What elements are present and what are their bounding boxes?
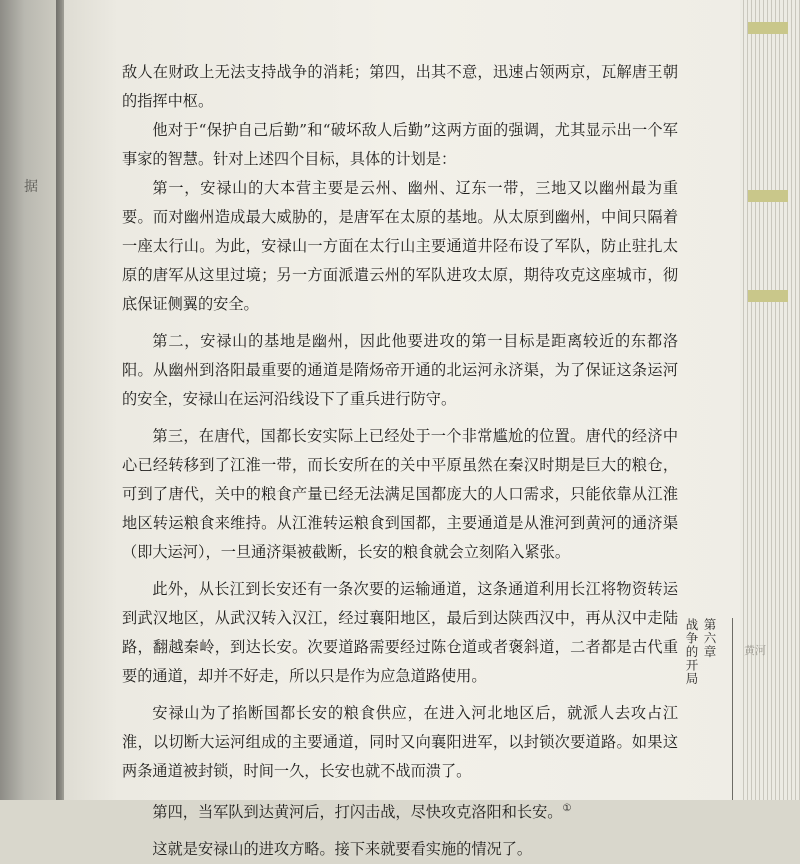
paragraph-7: 安禄山为了掐断国都长安的粮食供应，在进入河北地区后，就派人去攻占江淮，以切断大运河组成的主要通道，同时又向襄阳进军，以封锁次要道路。如果这两条通道被封锁，时间一久，长安也就不战而溃了。 — [122, 704, 678, 780]
paragraph-4: 第二，安禄山的基地是幽州，因此他要进攻的第一目标是距离较近的东都洛阳。从幽州到洛阳最重要的通道是隋炀帝开通的北运河永济渠，为了保证这条运河的安全，安禄山在运河沿线设下了重兵进行防守。 — [122, 332, 678, 408]
page-edges — [740, 0, 800, 800]
running-head — [684, 618, 718, 686]
paragraph-6: 此外，从长江到长安还有一条次要的运输通道，这条通道利用长江将物资转运到武汉地区，从武汉转入汉江，经过襄阳地区，最后到达陕西汉中，再从汉中走陆路，翻越秦岭，到达长安。次要道路需要经过陈仓道或者褒斜道，二者都是古代重要的通道，却并不好走，所以只是作为应急道路使用。 — [122, 580, 678, 685]
paragraph-1: 敌人在财政上无法支持战争的消耗；第四，出其不意，迅速占领两京，瓦解唐王朝的指挥中枢。 — [122, 63, 678, 110]
facing-page-fragment: 据 — [24, 179, 38, 195]
paragraph-8 — [122, 794, 678, 827]
paragraph-9: 这就是安禄山的进攻方略。接下来就要看实施的情况了。 — [152, 840, 533, 858]
facing-page — [0, 0, 62, 800]
running-head-rule — [732, 618, 733, 800]
chapter-number: 第六章 — [702, 618, 717, 659]
paragraph-2: 他对于“保护自己后勤”和“破坏敌人后勤”这两方面的强调，尤其显示出一个军事家的智慧。针对上述四个目标，具体的计划是： — [122, 121, 678, 168]
edge-tab — [748, 290, 788, 302]
edge-tab — [748, 22, 788, 34]
footnote-marker: ① — [562, 803, 572, 814]
body-text — [122, 58, 678, 864]
chapter-title: 战争的开局 — [684, 618, 699, 686]
paragraph-3: 第一，安禄山的大本营主要是云州、幽州、辽东一带，三地又以幽州最为重要。而对幽州造成最大威胁的，是唐军在太原的基地。从太原到幽州，中间只隔着一座太行山。为此，安禄山一方面在太行山主要通道井陉布设了军队，防止驻扎太原的唐军从这里过境；另一方面派遣云州的军队进攻太原，期待攻克这座城市，彻底保证侧翼的安全。 — [122, 179, 678, 313]
paragraph-5: 第三，在唐代，国都长安实际上已经处于一个非常尴尬的位置。唐代的经济中心已经转移到了江淮一带，而长安所在的关中平原虽然在秦汉时期是巨大的粮仓，可到了唐代，关中的粮食产量已经无法满足国都庞大的人口需求，只能依靠从江淮地区转运粮食来维持。从江淮转运粮食到国都，主要通道是从淮河到黄河的通济渠（即大运河），一旦通济渠被截断，长安的粮食就会立刻陷入紧张。 — [122, 427, 678, 561]
paragraph-8-text: 第四，当军队到达黄河后，打闪击战，尽快攻克洛阳和长安。 — [152, 803, 563, 821]
bleed-through-text: 黄河 — [744, 644, 766, 657]
edge-tab — [748, 190, 788, 202]
